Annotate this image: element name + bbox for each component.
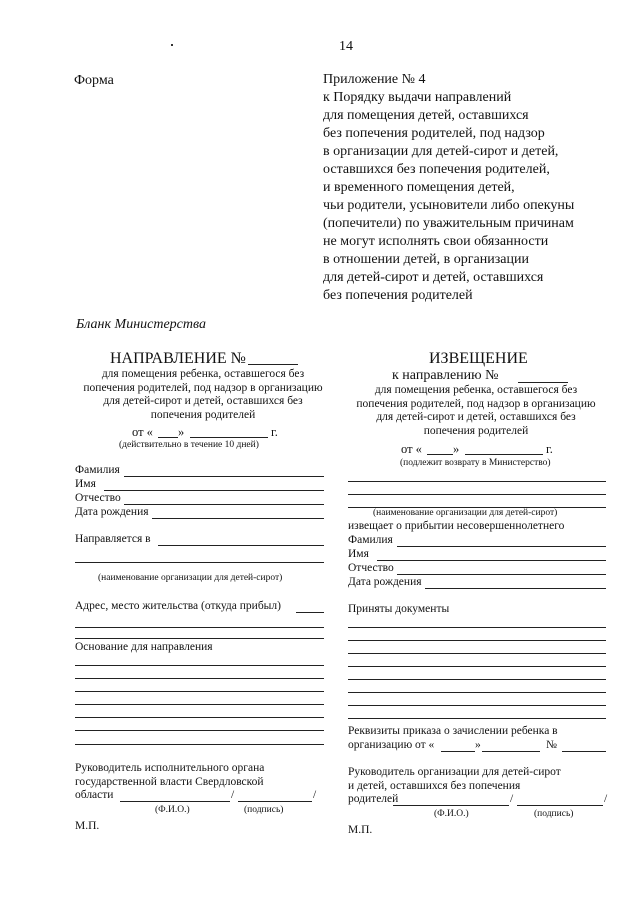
head-line: Руководитель организации для детей-сирот xyxy=(348,766,561,778)
notice-title: ИЗВЕЩЕНИЕ xyxy=(429,350,528,367)
birthdate-label: Дата рождения xyxy=(348,576,422,588)
head-line: Руководитель исполнительного органа xyxy=(75,762,265,774)
date-prefix: от « xyxy=(132,425,153,439)
ministry-blank: Бланк Министерства xyxy=(76,317,206,332)
head-line: и детей, оставшихся без попечения xyxy=(348,779,521,792)
stamp-label: М.П. xyxy=(348,824,373,836)
notifies-text: извещает о прибытии несовершеннолетнего xyxy=(348,520,565,532)
head-signature-block xyxy=(75,762,264,803)
order-number-label: № xyxy=(546,739,557,751)
notice-subtitle xyxy=(345,384,607,438)
appendix-line: для детей-сирот и детей, оставшихся xyxy=(323,270,544,285)
subtitle-line: для помещения ребенка, оставшегося без xyxy=(374,384,578,396)
org-name-caption: (наименование организации для детей-сирот) xyxy=(373,508,558,518)
subtitle-line: попечения родителей xyxy=(150,408,256,421)
subtitle-line: для помещения ребенка, оставшегося без xyxy=(101,368,305,380)
subtitle-line: попечения родителей, под надзор в организацию xyxy=(356,397,596,410)
subtitle-line: для детей-сирот и детей, оставшихся без xyxy=(376,411,576,423)
head-line: области xyxy=(75,789,114,801)
subtitle-line: попечения родителей xyxy=(423,424,529,437)
direction-subtitle xyxy=(72,368,334,422)
date-suffix: г. xyxy=(546,442,553,456)
order-details-label: Реквизиты приказа о зачислении ребенка в xyxy=(348,725,558,737)
date-mid: » xyxy=(178,425,185,439)
subtitle-line: для детей-сирот и детей, оставшихся без xyxy=(103,395,303,407)
appendix-line: (попечители) по уважительным причинам xyxy=(323,216,574,231)
appendix-line: не могут исполнять свои обязанности xyxy=(323,234,549,249)
birthdate-label: Дата рождения xyxy=(75,506,149,518)
appendix-line: без попечения родителей, под надзор xyxy=(323,126,545,141)
speck xyxy=(171,44,173,46)
subtitle-line: попечения родителей, под надзор в организацию xyxy=(83,381,323,394)
signature-caption: (подпись) xyxy=(244,805,284,815)
appendix-line: для помещения детей, оставшихся xyxy=(323,108,529,123)
appendix-line: оставшихся без попечения родителей, xyxy=(323,162,550,177)
name-label: Имя xyxy=(75,478,96,490)
head-line: родителей xyxy=(348,793,399,805)
date-prefix: от « xyxy=(401,442,422,456)
signature-caption: (подпись) xyxy=(534,809,574,819)
org-head-block xyxy=(348,766,561,807)
address-label: Адрес, место жительства (откуда прибыл) xyxy=(75,600,281,612)
to-direction-label: к направлению № xyxy=(392,368,499,383)
surname-label: Фамилия xyxy=(75,464,120,476)
form-label: Форма xyxy=(74,73,114,88)
appendix-line: в отношении детей, в организации xyxy=(323,252,529,267)
appendix-block xyxy=(323,71,574,305)
patronymic-label: Отчество xyxy=(348,562,394,574)
org-name-caption: (наименование организации для детей-сирот) xyxy=(98,573,283,583)
order-org-label: организацию от « xyxy=(348,739,435,751)
directed-to-label: Направляется в xyxy=(75,533,151,545)
patronymic-label: Отчество xyxy=(75,492,121,504)
page-number: 14 xyxy=(339,39,353,54)
fio-caption: (Ф.И.О.) xyxy=(434,809,469,819)
appendix-line: Приложение № 4 xyxy=(323,72,426,87)
date-mid: » xyxy=(453,442,460,456)
surname-label: Фамилия xyxy=(348,534,393,546)
appendix-line: в организации для детей-сирот и детей, xyxy=(323,144,559,159)
name-label: Имя xyxy=(348,548,369,560)
appendix-line: без попечения родителей xyxy=(323,288,473,303)
documents-label: Приняты документы xyxy=(348,603,450,615)
fio-caption: (Ф.И.О.) xyxy=(155,805,190,815)
appendix-line: к Порядку выдачи направлений xyxy=(323,90,512,105)
stamp-label: М.П. xyxy=(75,820,100,832)
date-suffix: г. xyxy=(271,425,278,439)
direction-title: НАПРАВЛЕНИЕ № xyxy=(110,350,246,367)
appendix-line: и временного помещения детей, xyxy=(323,180,515,195)
basis-label: Основание для направления xyxy=(75,641,213,653)
appendix-line: чьи родители, усыновители либо опекуны xyxy=(323,198,575,213)
return-note: (подлежит возврату в Министерство) xyxy=(400,458,551,468)
validity-note: (действительно в течение 10 дней) xyxy=(119,440,259,450)
head-line: государственной власти Свердловской xyxy=(75,775,264,788)
